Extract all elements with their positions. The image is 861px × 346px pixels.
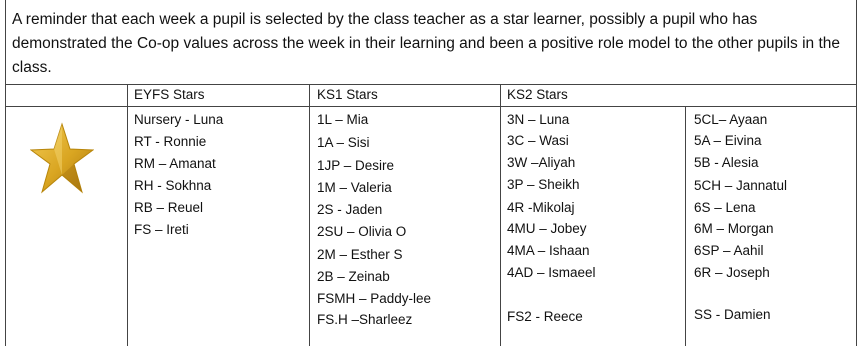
- list-item: 3N – Luna: [507, 112, 570, 127]
- list-item: 2B – Zeinab: [317, 269, 390, 284]
- list-item: 6S – Lena: [694, 200, 756, 215]
- column-divider-ks2-split: [685, 106, 686, 346]
- list-item: 3C – Wasi: [507, 133, 569, 148]
- list-item: RM – Amanat: [134, 156, 216, 171]
- gold-star-icon: [30, 122, 94, 194]
- column-divider-ks1: [309, 84, 310, 346]
- list-item: RH - Sokhna: [134, 178, 212, 193]
- list-item: FS2 - Reece: [507, 309, 583, 324]
- list-item: 6M – Morgan: [694, 221, 774, 236]
- list-item: RT - Ronnie: [134, 134, 207, 149]
- header-ks2-stars: KS2 Stars: [507, 87, 568, 102]
- list-item: FS.H –Sharleez: [317, 312, 413, 327]
- header-eyfs-stars: EYFS Stars: [134, 87, 205, 102]
- list-item: 6R – Joseph: [694, 265, 770, 280]
- list-item: 5A – Eivina: [694, 133, 762, 148]
- intro-paragraph: A reminder that each week a pupil is selected by the class teacher as a star learner, possibly a pupil who has demonstrated the Co-op values across the week in their learning and been a positive role model to the other pupils in the class.: [12, 11, 841, 76]
- list-item: FSMH – Paddy-lee: [317, 291, 432, 306]
- list-item: 1A – Sisi: [317, 135, 370, 150]
- column-divider-ks2: [500, 84, 501, 346]
- list-item: 3W –Aliyah: [507, 155, 576, 170]
- list-item: Nursery - Luna: [134, 112, 224, 127]
- header-ks1-stars: KS1 Stars: [317, 87, 378, 102]
- list-item: 6SP – Aahil: [694, 243, 764, 258]
- list-item: 4MA – Ishaan: [507, 243, 590, 258]
- list-item: FS – Ireti: [134, 222, 189, 237]
- list-item: 3P – Sheikh: [507, 177, 580, 192]
- list-item: 1M – Valeria: [317, 180, 392, 195]
- list-item: 4R -Mikolaj: [507, 200, 575, 215]
- list-item: SS - Damien: [694, 307, 771, 322]
- list-item: 5CL– Ayaan: [694, 112, 768, 127]
- list-item: 4MU – Jobey: [507, 221, 587, 236]
- list-item: 2S - Jaden: [317, 202, 383, 217]
- list-item: 1JP – Desire: [317, 158, 395, 173]
- list-item: 4AD – Ismaeel: [507, 265, 596, 280]
- list-item: 1L – Mia: [317, 112, 369, 127]
- list-item: 2SU – Olivia O: [317, 224, 407, 239]
- list-item: 5B - Alesia: [694, 155, 759, 170]
- table-top-border: [5, 84, 857, 85]
- list-item: 5CH – Jannatul: [694, 178, 788, 193]
- list-item: 2M – Esther S: [317, 247, 403, 262]
- list-item: RB – Reuel: [134, 200, 204, 215]
- column-divider-eyfs: [127, 84, 128, 346]
- table-header-divider: [5, 106, 857, 107]
